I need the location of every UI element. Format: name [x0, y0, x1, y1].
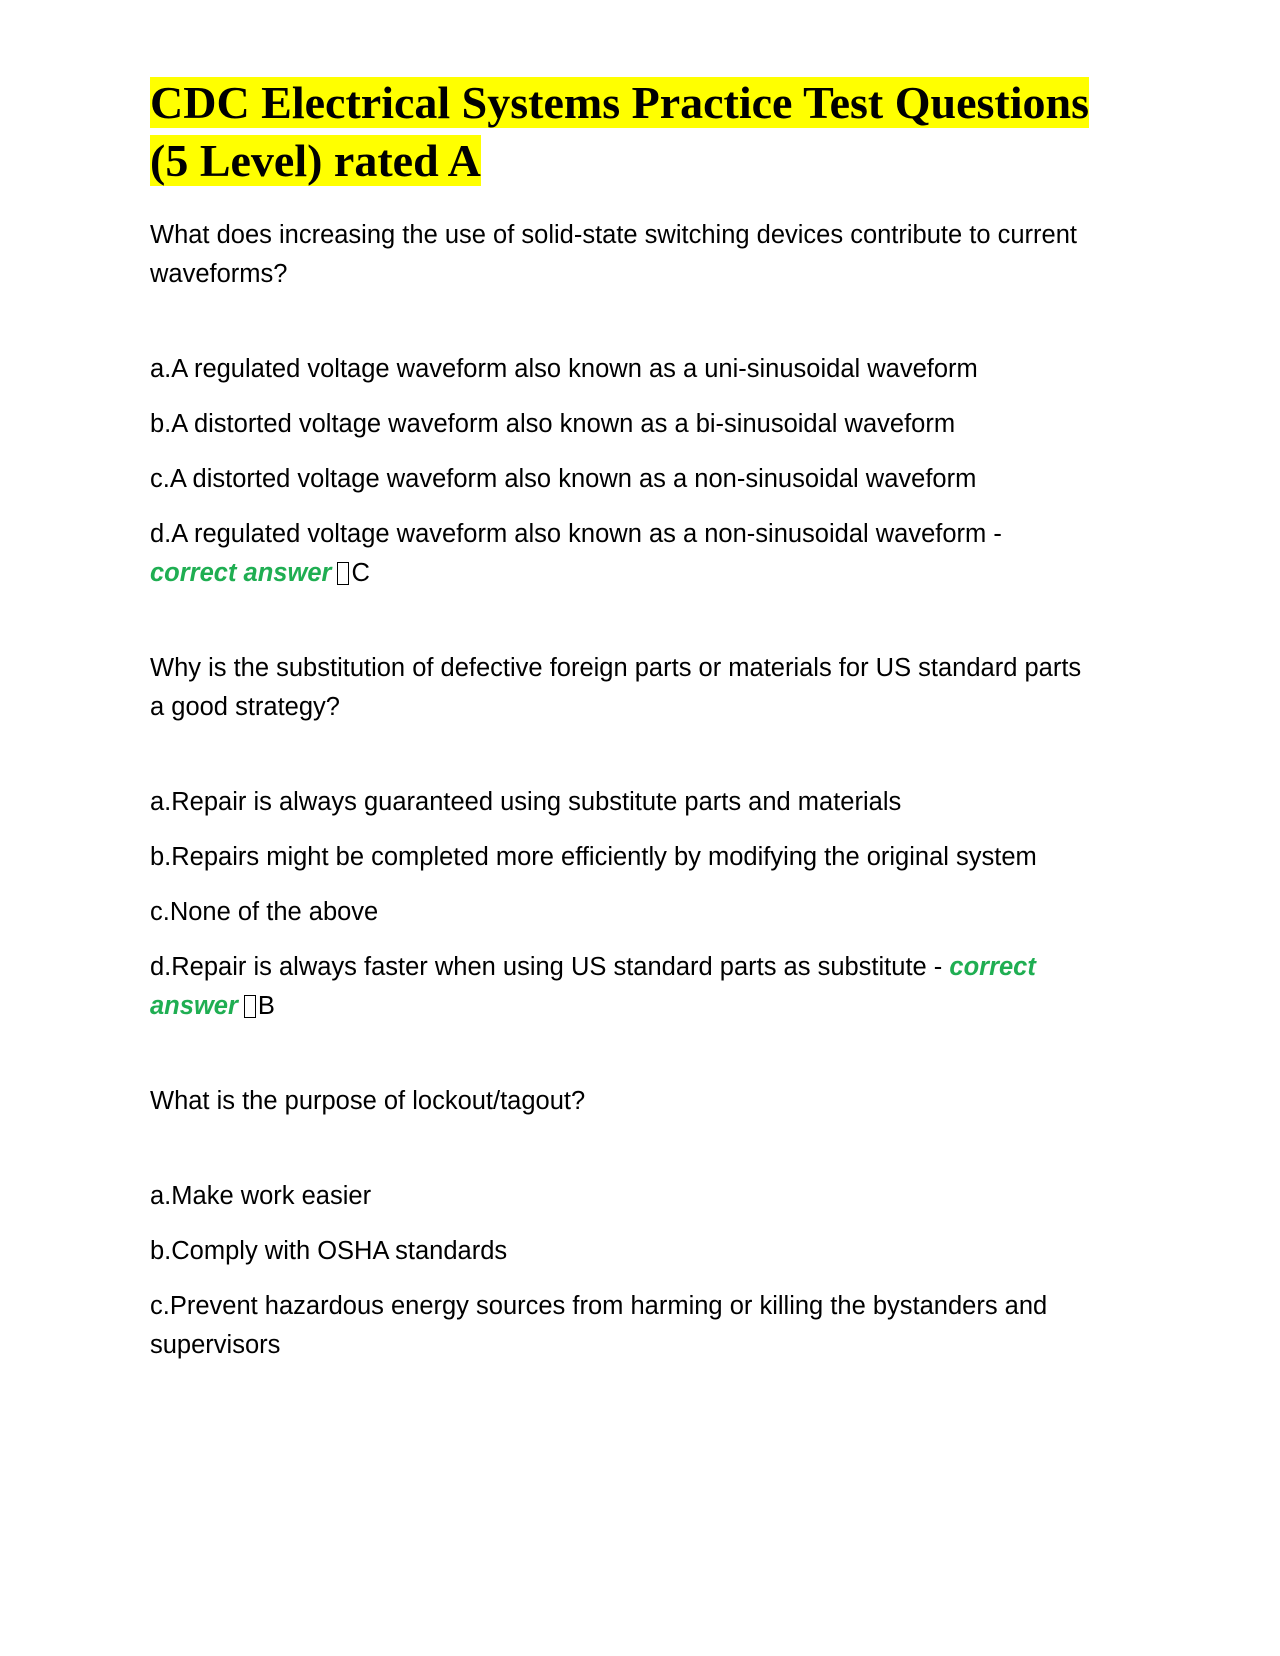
question-1-option-d-text: d.A regulated voltage waveform also known as a non-sinusoidal waveform - — [150, 520, 1002, 548]
document-title — [150, 74, 1100, 190]
question-1-option-b: b.A distorted voltage waveform also known as a bi-sinusoidal waveform — [150, 410, 956, 438]
question-1-answer: C — [351, 559, 370, 587]
missing-glyph-icon — [337, 562, 349, 585]
question-1-answer-label: correct answer — [150, 559, 332, 587]
missing-glyph-icon — [244, 995, 256, 1018]
question-3-option-b: b.Comply with OSHA standards — [150, 1237, 508, 1265]
question-2-text: Why is the substitution of defective foreign parts or materials for US standard parts a good strategy? — [150, 654, 1082, 721]
question-2-option-b: b.Repairs might be completed more efficiently by modifying the original system — [150, 843, 1037, 871]
question-3-option-c: c.Prevent hazardous energy sources from harming or killing the bystanders and supervisors — [150, 1292, 1048, 1359]
title-highlight: CDC Electrical Systems Practice Test Questions (5 Level) rated A — [150, 77, 1090, 186]
question-1-option-d — [150, 515, 1100, 593]
question-1-text: What does increasing the use of solid-state switching devices contribute to current waveforms? — [150, 221, 1077, 288]
question-1-option-c: c.A distorted voltage waveform also known as a non-sinusoidal waveform — [150, 465, 977, 493]
question-3-text: What is the purpose of lockout/tagout? — [150, 1087, 586, 1115]
question-2-option-a: a.Repair is always guaranteed using substitute parts and materials — [150, 788, 902, 816]
question-2-option-d — [150, 948, 1100, 1026]
question-2-option-d-text: d.Repair is always faster when using US standard parts as substitute - — [150, 953, 943, 981]
document-page — [150, 74, 1100, 1381]
question-2-answer: B — [257, 992, 275, 1020]
question-2-option-c: c.None of the above — [150, 898, 379, 926]
question-3-option-a: a.Make work easier — [150, 1182, 372, 1210]
question-1-option-a: a.A regulated voltage waveform also known as a uni-sinusoidal waveform — [150, 355, 978, 383]
question-2-answer-label: correct answer — [150, 953, 1036, 1020]
